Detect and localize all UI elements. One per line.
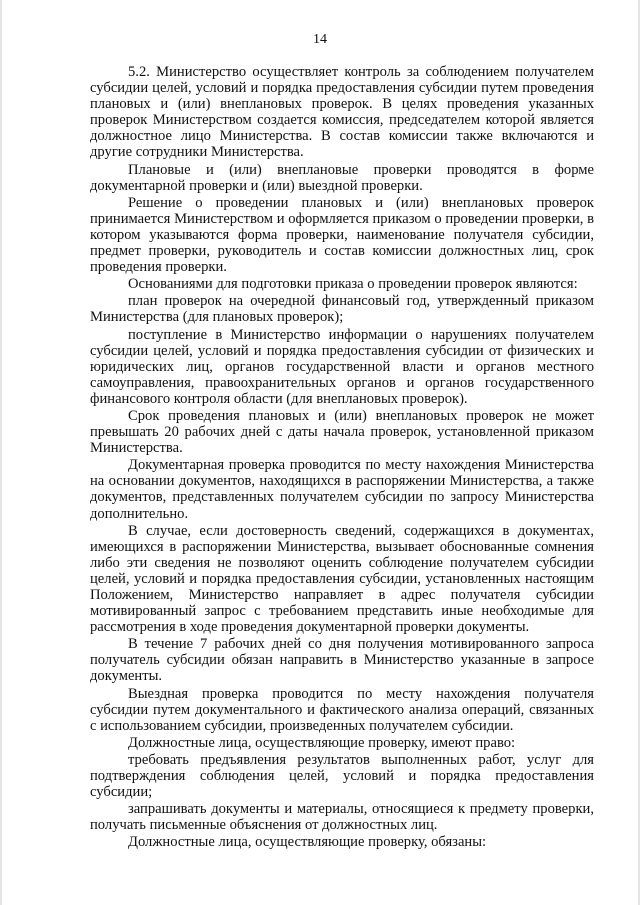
paragraph: Документарная проверка проводится по месту нахождения Министерства на основании документов, находящихся в распоряжении Министерства, а также документов, представленных получателем субсидии по запросу Министерства дополнительно.	[90, 457, 594, 522]
paragraph: В течение 7 рабочих дней со дня получения мотивированного запроса получатель субсидии обязан направить в Министерство указанные в запросе документы.	[90, 636, 594, 685]
paragraph: 5.2. Министерство осуществляет контроль за соблюдением получателем субсидии целей, условий и порядка предоставления субсидии путем проведения плановых и (или) внеплановых проверок. В целях проведения указанных проверок Министерством создается комиссия, председателем которой является должностное лицо Министерства. В состав комиссии также включаются и другие сотрудники Министерства.	[90, 64, 594, 161]
paragraph: запрашивать документы и материалы, относящиеся к предмету проверки, получать письменные объяснения от должностных лиц.	[90, 801, 594, 834]
paragraph: В случае, если достоверность сведений, содержащихся в документах, имеющихся в распоряжении Министерства, вызывает обоснованные сомнения либо эти сведения не позволяют оценить соблюдение получателем субсидии целей, условий и порядка предоставления субсидии, установленных настоящим Положением, Министерство направляет в адрес получателя субсидии мотивированный запрос с требованием представить иные необходимые для рассмотрения в ходе проведения документарной проверки документы.	[90, 522, 594, 636]
body-text	[90, 64, 594, 852]
paragraph: Плановые и (или) внеплановые проверки проводятся в форме документарной проверки и (или) выездной проверки.	[90, 161, 594, 194]
paragraph: требовать предъявления результатов выполненных работ, услуг для подтверждения соблюдения целей, условий и порядка предоставления субсидии;	[90, 751, 594, 801]
page-number: 14	[313, 32, 327, 47]
paragraph: Основаниями для подготовки приказа о проведении проверок являются:	[128, 276, 578, 293]
paragraph: план проверок на очередной финансовый год, утвержденный приказом Министерства (для плановых проверок);	[90, 293, 594, 326]
paragraph: Должностные лица, осуществляющие проверку, обязаны:	[128, 834, 487, 851]
paragraph: Решение о проведении плановых и (или) внеплановых проверок принимается Министерством и оформляется приказом о проведении проверки, в котором указываются форма проверки, наименование получателя субсидии, предмет проверки, руководитель и состав комиссии должностных лиц, срок проведения проверки.	[90, 194, 594, 276]
paragraph: Срок проведения плановых и (или) внеплановых проверок не может превышать 20 рабочих дней с даты начала проверок, установленной приказом Министерства.	[90, 407, 594, 457]
paragraph: Должностные лица, осуществляющие проверку, имеют право:	[128, 734, 516, 751]
scan-edge-left	[0, 0, 2, 905]
paragraph: поступление в Министерство информации о нарушениях получателем субсидии целей, условий и порядка предоставления субсидии от физических и юридических лиц, органов государственной власти и органов местного самоуправления, правоохранительных органов и органов государственного финансового контроля области (для внеплановых проверок).	[90, 326, 594, 407]
paragraph: Выездная проверка проводится по месту нахождения получателя субсидии путем документального и фактического анализа операций, связанных с использованием субсидии, произведенных получателем субсидии.	[90, 685, 594, 734]
